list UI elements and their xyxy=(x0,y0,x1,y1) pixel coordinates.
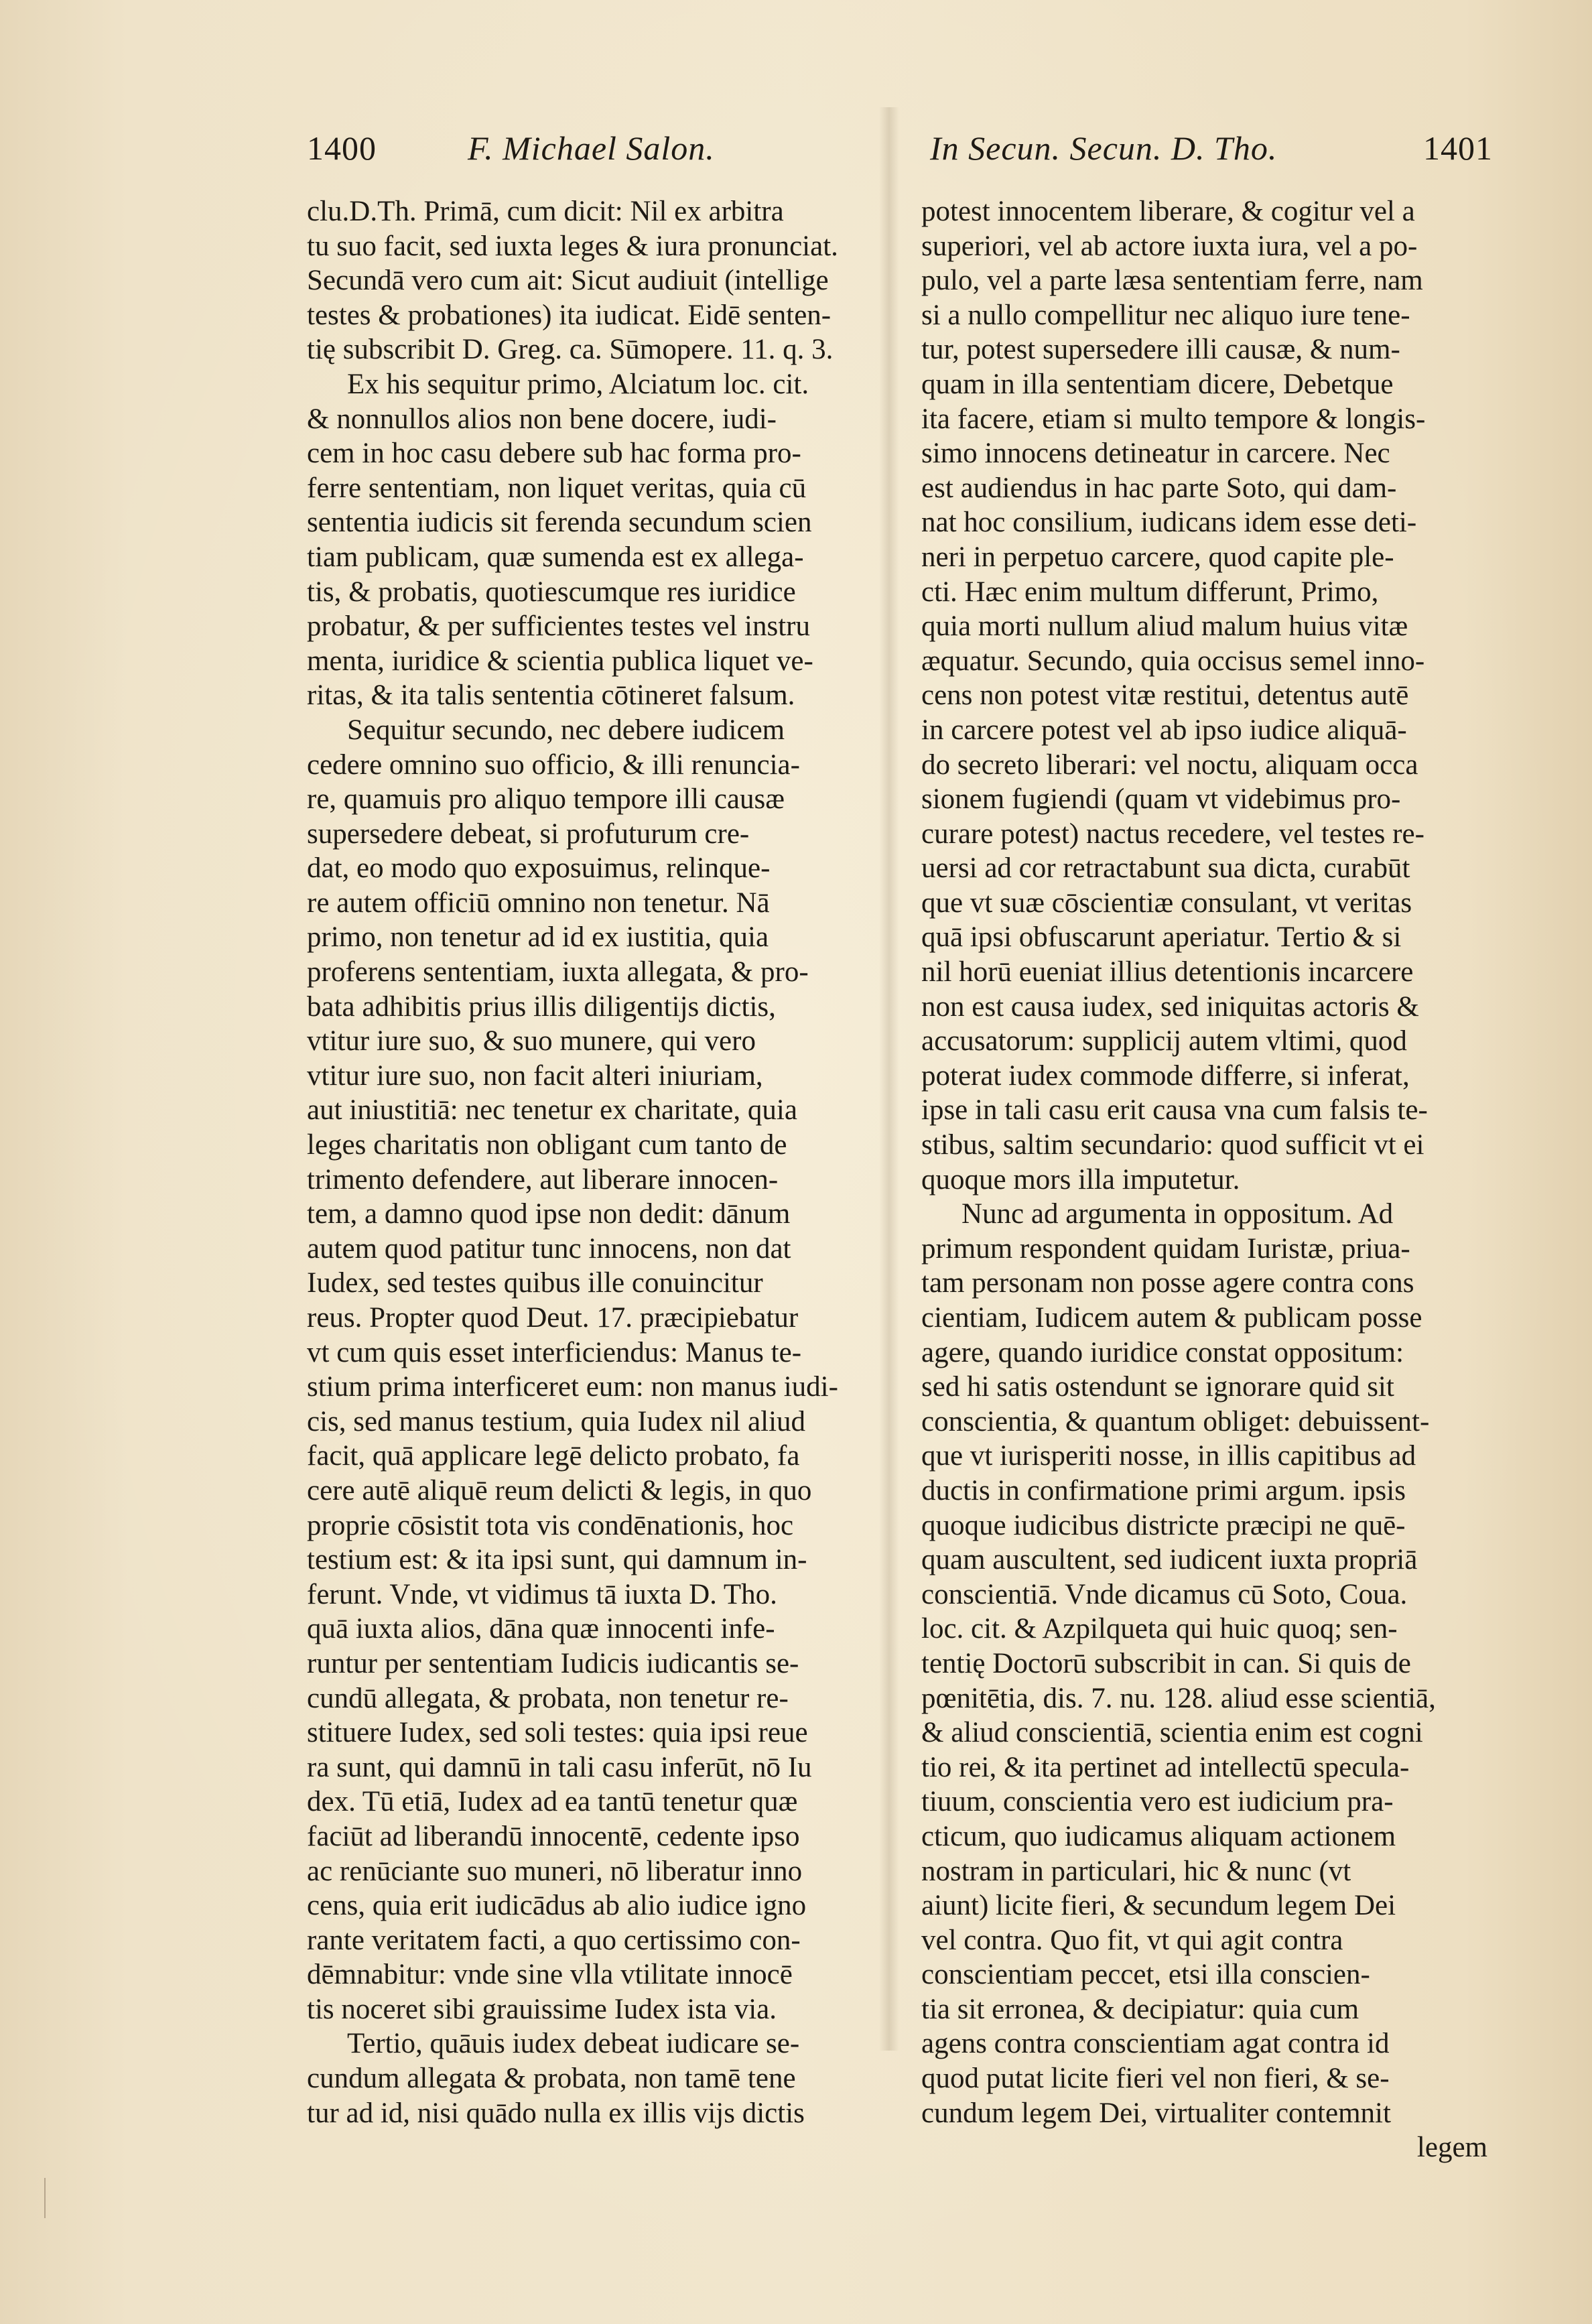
left-running-title: F. Michael Salon. xyxy=(468,129,715,167)
text-line: quā iuxta alios, dāna quæ innocenti infe- xyxy=(307,1613,775,1645)
text-line: non est causa iudex, sed iniquitas actoris & xyxy=(921,990,1419,1023)
text-line: autem quod patitur tunc innocens, non dat xyxy=(307,1232,791,1265)
text-line: bata adhibitis prius illis diligentijs dictis, xyxy=(307,990,776,1023)
text-line: tur ad id, nisi quādo nulla ex illis vijs dictis xyxy=(307,2097,805,2129)
text-line: aiunt) licite fieri, & secundum legem Dei xyxy=(921,1890,1396,1922)
text-line: tis, & probatis, quotiescumque res iuridice xyxy=(307,576,796,608)
text-line: ita facere, etiam si multo tempore & longis- xyxy=(921,403,1426,435)
left-running-head xyxy=(307,129,870,176)
text-line: supersedere debeat, si profuturum cre- xyxy=(307,818,750,850)
text-line: testes & probationes) ita iudicat. Eidē senten- xyxy=(307,299,832,331)
text-line: & aliud conscientiā, scientia enim est cogni xyxy=(921,1717,1423,1749)
text-line: stium prima interficeret eum: non manus iudi- xyxy=(307,1371,838,1403)
text-line: facit, quā applicare legē delicto probato, fa xyxy=(307,1440,800,1472)
text-line: cis, sed manus testium, quia Iudex nil aliud xyxy=(307,1405,806,1437)
text-line: trimento defendere, aut liberare innocen- xyxy=(307,1163,779,1196)
text-line: in carcere potest vel ab ipso iudice aliquā- xyxy=(921,714,1407,746)
text-line: Tertio, quāuis iudex debeat iudicare se- xyxy=(347,2028,800,2060)
text-line: si a nullo compellitur nec aliquo iure tene- xyxy=(921,299,1410,331)
gutter-shadow xyxy=(879,107,899,2051)
text-line: agens contra conscientiam agat contra id xyxy=(921,2028,1390,2060)
text-line: ac renūciante suo muneri, nō liberatur inno xyxy=(307,1855,803,1887)
right-running-title: In Secun. Secun. D. Tho. xyxy=(930,129,1278,167)
text-line: ipse in tali casu erit causa vna cum falsis te- xyxy=(921,1094,1428,1126)
text-line: agere, quando iuridice constat oppositum: xyxy=(921,1336,1404,1368)
text-line: vtitur iure suo, non facit alteri iniuriam, xyxy=(307,1059,763,1092)
text-line: cere autē aliquē reum delicti & legis, in quo xyxy=(307,1474,812,1506)
text-line: simo innocens detineatur in carcere. Nec xyxy=(921,438,1390,470)
text-line: stituere Iudex, sed soli testes: quia ipsi reue xyxy=(307,1717,808,1749)
right-page-number: 1401 xyxy=(1423,129,1493,167)
text-line: cedere omnino suo officio, & illi renuncia- xyxy=(307,749,800,781)
text-line: dex. Tū etiā, Iudex ad ea tantū tenetur quæ xyxy=(307,1786,798,1818)
text-line: cundū allegata, & probata, non tenetur re- xyxy=(307,1682,789,1714)
text-line: cem in hoc casu debere sub hac forma pro- xyxy=(307,438,801,470)
text-line: quā ipsi obfuscarunt aperiatur. Tertio & si xyxy=(921,921,1402,954)
text-line: quoque iudicibus districte præcipi ne quē- xyxy=(921,1509,1406,1541)
right-text-column xyxy=(921,194,1487,2165)
text-line: neri in perpetuo carcere, quod capite ple- xyxy=(921,541,1394,573)
text-line: tur, potest supersedere illi causæ, & num- xyxy=(921,334,1400,366)
text-line: est audiendus in hac parte Soto, qui dam- xyxy=(921,472,1397,504)
text-line: do secreto liberari: vel noctu, aliquam occa xyxy=(921,749,1418,781)
text-line: ductis in confirmatione primi argum. ipsis xyxy=(921,1474,1406,1506)
text-line: tu suo facit, sed iuxta leges & iura pronunciat. xyxy=(307,230,838,262)
text-line: accusatorum: supplicij autem vltimi, quod xyxy=(921,1025,1407,1057)
text-line: pœnitētia, dis. 7. nu. 128. aliud esse scientiā, xyxy=(921,1682,1436,1714)
text-line: proprie cōsistit tota vis condēnationis, hoc xyxy=(307,1509,794,1541)
text-line: probatur, & per sufficientes testes vel instru xyxy=(307,610,810,643)
margin-mark xyxy=(44,2178,59,2218)
text-line: tentię Doctorū subscribit in can. Si quis de xyxy=(921,1647,1411,1679)
text-line: superiori, vel ab actore iuxta iura, vel a po- xyxy=(921,230,1418,262)
text-line: quam auscultent, sed iudicent iuxta propriā xyxy=(921,1544,1418,1576)
text-line: dat, eo modo quo exposuimus, relinque- xyxy=(307,852,771,885)
text-line: cens, quia erit iudicādus ab alio iudice igno xyxy=(307,1890,807,1922)
text-line: tia sit erronea, & decipiatur: quia cum xyxy=(921,1993,1359,2025)
text-line: Ex his sequitur primo, Alciatum loc. cit. xyxy=(347,368,809,400)
text-line: potest innocentem liberare, & cogitur vel a xyxy=(921,196,1415,227)
text-line: re, quamuis pro aliquo tempore illi causæ xyxy=(307,783,785,816)
text-line: cticum, quo iudicamus aliquam actionem xyxy=(921,1820,1396,1852)
text-line: loc. cit. & Azpilqueta qui huic quoq; sen- xyxy=(921,1613,1398,1645)
left-text-column xyxy=(307,194,873,2130)
text-line: cientiam, Iudicem autem & publicam posse xyxy=(921,1302,1422,1334)
text-line: Secundā vero cum ait: Sicut audiuit (intellige xyxy=(307,265,829,297)
text-line: & nonnullos alios non bene docere, iudi- xyxy=(307,403,777,435)
text-line: dēmnabitur: vnde sine vlla vtilitate innocē xyxy=(307,1959,793,1991)
text-line: nat hoc consilium, iudicans idem esse deti- xyxy=(921,507,1417,539)
text-line: tio rei, & ita pertinet ad intellectū specula- xyxy=(921,1751,1410,1783)
text-line: pulo, vel a parte læsa sententiam ferre, nam xyxy=(921,265,1423,297)
text-line: sionem fugiendi (quam vt videbimus pro- xyxy=(921,783,1401,816)
text-line: tam personam non posse agere contra cons xyxy=(921,1267,1414,1299)
text-line: tiam publicam, quæ sumenda est ex allega- xyxy=(307,541,804,573)
text-line: Iudex, sed testes quibus ille conuincitur xyxy=(307,1267,763,1299)
text-line: conscientia, & quantum obliget: debuissent- xyxy=(921,1405,1430,1437)
text-line: conscientiā. Vnde dicamus cū Soto, Coua. xyxy=(921,1578,1408,1610)
left-page-number: 1400 xyxy=(307,129,377,167)
text-line: cens non potest vitæ restitui, detentus autē xyxy=(921,680,1409,712)
text-line: cti. Hæc enim multum differunt, Primo, xyxy=(921,576,1379,608)
text-line: ferre sententiam, non liquet veritas, quia cū xyxy=(307,472,807,504)
text-line: vt cum quis esset interficiendus: Manus te- xyxy=(307,1336,802,1368)
text-line: Sequitur secundo, nec debere iudicem xyxy=(347,714,785,746)
text-line: tię subscribit D. Greg. ca. Sūmopere. 11. q. 3. xyxy=(307,334,834,366)
text-line: menta, iuridice & scientia publica liquet ve- xyxy=(307,645,813,677)
text-line: tem, a damno quod ipse non dedit: dānum xyxy=(307,1198,791,1230)
text-line: tis noceret sibi grauissime Iudex ista via. xyxy=(307,1993,777,2025)
text-line: ra sunt, qui damnū in tali casu inferūt, nō Iu xyxy=(307,1751,812,1783)
text-line: primo, non tenetur ad id ex iustitia, quia xyxy=(307,921,769,954)
text-line: aut iniustitiā: nec tenetur ex charitate, quia xyxy=(307,1094,797,1126)
text-line: que vt iurisperiti nosse, in illis capitibus ad xyxy=(921,1440,1416,1472)
text-line: stibus, saltim secundario: quod sufficit vt ei xyxy=(921,1129,1424,1161)
catchword: legem xyxy=(1416,2132,1487,2164)
text-line: proferens sententiam, iuxta allegata, & pro- xyxy=(307,956,809,988)
text-line: cundum allegata & probata, non tamē tene xyxy=(307,2063,796,2095)
text-line: clu.D.Th. Primā, cum dicit: Nil ex arbitra xyxy=(307,196,784,227)
text-line: vel contra. Quo fit, vt qui agit contra xyxy=(921,1924,1343,1956)
text-line: uersi ad cor retractabunt sua dicta, curabūt xyxy=(921,852,1410,885)
text-line: ferunt. Vnde, vt vidimus tā iuxta D. Tho. xyxy=(307,1578,777,1610)
text-line: sententia iudicis sit ferenda secundum scien xyxy=(307,507,812,539)
text-line: sed hi satis ostendunt se ignorare quid sit xyxy=(921,1371,1394,1403)
text-line: vtitur iure suo, & suo munere, qui vero xyxy=(307,1025,756,1057)
text-line: conscientiam peccet, etsi illa conscien- xyxy=(921,1959,1370,1991)
text-line: primum respondent quidam Iuristæ, priua- xyxy=(921,1232,1410,1265)
text-line: tiuum, conscientia vero est iudicium pra- xyxy=(921,1786,1394,1818)
text-line: runtur per sententiam Iudicis iudicantis se- xyxy=(307,1647,799,1679)
text-line: ritas, & ita talis sententia cōtineret falsum. xyxy=(307,680,795,712)
text-line: testium est: & ita ipsi sunt, qui damnum in- xyxy=(307,1544,807,1576)
text-line: faciūt ad liberandū innocentē, cedente ipso xyxy=(307,1820,800,1852)
text-line: nostram in particulari, hic & nunc (vt xyxy=(921,1855,1351,1887)
text-line: leges charitatis non obligant cum tanto de xyxy=(307,1129,787,1161)
text-line: quia morti nullum aliud malum huius vitæ xyxy=(921,610,1408,643)
right-running-head xyxy=(930,129,1493,176)
text-line: rante veritatem facti, a quo certissimo con- xyxy=(307,1924,801,1956)
text-line: que vt suæ cōscientiæ consulant, vt veritas xyxy=(921,887,1412,919)
text-line: nil horū eueniat illius detentionis incarcere xyxy=(921,956,1414,988)
text-line: quoque mors illa imputetur. xyxy=(921,1163,1240,1196)
text-line: quam in illa sententiam dicere, Debetque xyxy=(921,368,1394,400)
text-line: curare potest) nactus recedere, vel testes re- xyxy=(921,818,1424,850)
text-line: cundum legem Dei, virtualiter contemnit xyxy=(921,2097,1391,2129)
text-line: quod putat licite fieri vel non fieri, & se- xyxy=(921,2063,1390,2095)
text-line: æquatur. Secundo, quia occisus semel inno- xyxy=(921,645,1425,677)
text-line: re autem officiū omnino non tenetur. Nā xyxy=(307,887,770,919)
text-line: poterat iudex commode differre, si inferat, xyxy=(921,1059,1410,1092)
text-line: Nunc ad argumenta in oppositum. Ad xyxy=(961,1198,1394,1230)
text-line: reus. Propter quod Deut. 17. præcipiebatur xyxy=(307,1302,799,1334)
